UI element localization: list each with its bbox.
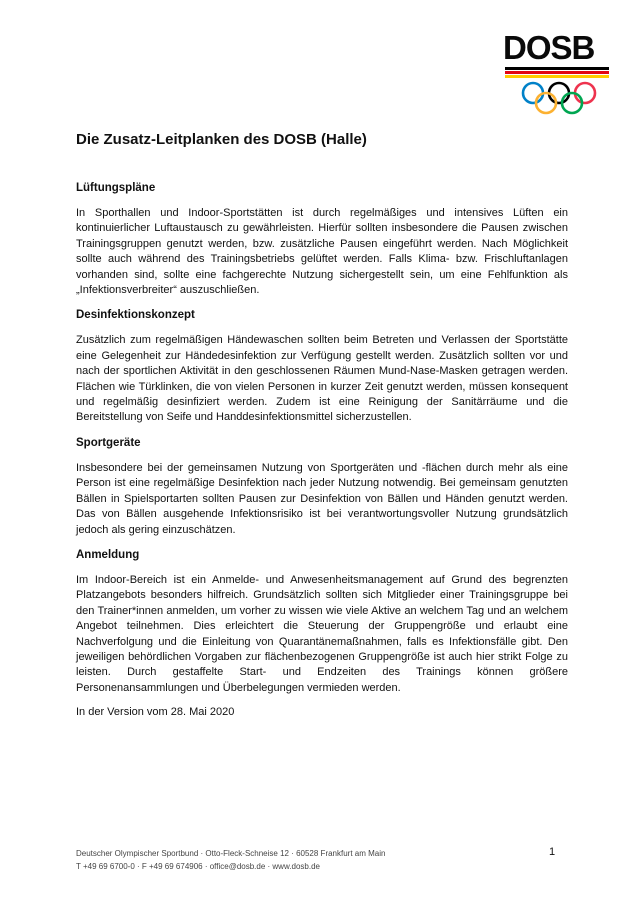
- section-lueftungsplaene: [76, 180, 568, 298]
- section-heading: Anmeldung: [76, 548, 140, 561]
- logo-stripe-gold: [505, 75, 609, 78]
- section-heading: Sportgeräte: [76, 436, 141, 449]
- section-paragraph: Im Indoor-Bereich ist ein Anmelde- und Anwesenheitsmanagement auf Grund des begrenzten Platzangebots besonders hilfreich. Grundsätzlich sollten sich Mitglieder einer Trainingsgruppe bei den Trainer*innen anmelden, um vorher zu wissen wie viele Aktive an welchem Tag und an welchem Angebot teilnehmen. Dies erleichtert die Steuerung der Gruppengröße und erlaubt eine Nachverfolgung und die Einleitung von Quarantänemaßnahmen, falls es Infektionsfälle gibt. Den jeweiligen behördlichen Vorgaben zur flächenbezogenen Gruppengröße ist auch hier strikt Folge zu leisten. Durch gestaffelte Start- und Endzeiten des Trainings können größere Personenansammlungen und Überbelegungen vermieden werden.: [76, 573, 568, 694]
- section-heading: Desinfektionskonzept: [76, 309, 195, 322]
- dosb-logo: [503, 30, 611, 112]
- page-number: 1: [549, 846, 556, 858]
- footer: [76, 847, 568, 873]
- section-paragraph: In Sporthallen und Indoor-Sportstätten ist durch regelmäßiges und intensives Lüften ein kontinuierlicher Luftaustausch zu gewährleisten. Hierfür sollten insbesondere die Pausen zwischen Trainingsgruppen genutzt werden, bzw. zusätzliche Pausen eingeführt werden. Nach Möglichkeit sollte auch während des Trainingsbetriebs gelüftet werden. Falls Klima- bzw. Frischluftanlagen vorhanden sind, sollte eine fachgerechte Nutzung sichergestellt sein, um eine Fehlfunktion als „Infektionsverbreiter“ auszuschließen.: [76, 207, 568, 297]
- section-desinfektionskonzept: [76, 307, 568, 425]
- olympic-rings-icon: [519, 80, 599, 116]
- document-body: [76, 130, 568, 720]
- logo-stripe-black: [505, 67, 609, 70]
- section-heading: Lüftungspläne: [76, 182, 156, 194]
- footer-address: Deutscher Olympischer Sportbund · Otto-Fleck-Schneise 12 · 60528 Frankfurt am Main: [76, 849, 386, 858]
- document-title: Die Zusatz-Leitplanken des DOSB (Halle): [76, 131, 367, 148]
- section-paragraph: Zusätzlich zum regelmäßigen Händewaschen sollten beim Betreten und Verlassen der Sportstätte eine Gelegenheit zur Händedesinfektion zur Verfügung gestellt werden. Zusätzlich sollten vor und nach der sportlichen Aktivität in den geschlossenen Räumen Mund-Nase-Masken getragen werden. Flächen wie Türklinken, die von vielen Personen in kurzer Zeit genutzt werden, müssen konsequent und regelmäßig desinfiziert werden. Zudem ist eine Reinigung der Sanitärräume und die Bereitstellung von Seife und Handdesinfektionsmittel sicherzustellen.: [76, 334, 568, 424]
- section-paragraph: Insbesondere bei der gemeinsamen Nutzung von Sportgeräten und -flächen durch mehr als eine Person ist eine regelmäßige Desinfektion nach jeder Nutzung notwendig. Bei gemeinsam genutzten Bällen in Spielsportarten sollten Pausen zur Desinfektion von Bällen und Händen genutzt werden. Das von Bällen ausgehende Infektionsrisiko ist bei verantwortungsvoller Nutzung grundsätzlich jedoch als gering einzuschätzen.: [76, 461, 568, 536]
- section-anmeldung: [76, 547, 568, 696]
- footer-contact: T +49 69 6700-0 · F +49 69 674906 · office@dosb.de · www.dosb.de: [76, 862, 320, 871]
- logo-stripe-red: [505, 71, 609, 74]
- version-note: In der Version vom 28. Mai 2020: [76, 706, 235, 719]
- dosb-logo-text: DOSB: [503, 29, 595, 66]
- section-sportgeraete: [76, 435, 568, 538]
